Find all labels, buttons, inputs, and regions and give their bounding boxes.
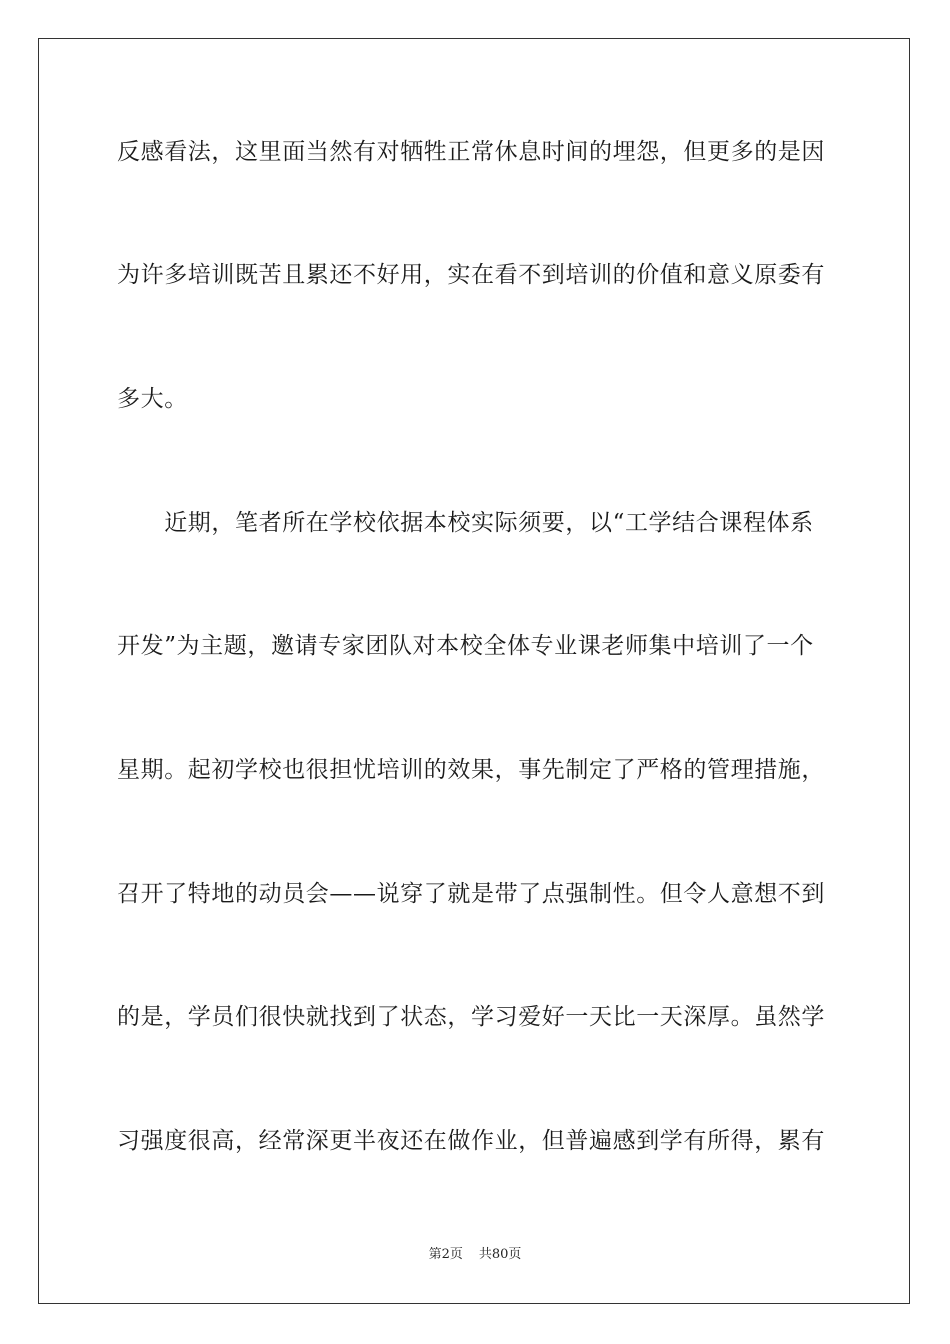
text-line: 的是，学员们很快就找到了状态，学习爱好一天比一天深厚。虽然学	[117, 1004, 825, 1030]
text-line: 习强度很高，经常深更半夜还在做作业，但普遍感到学有所得，累有	[117, 1128, 825, 1154]
text-line: 近期，笔者所在学校依据本校实际须要，以“工学结合课程体系	[117, 510, 814, 536]
text-line: 星期。起初学校也很担忧培训的效果，事先制定了严格的管理措施，	[117, 757, 825, 783]
page-total: 共80页	[478, 1247, 522, 1262]
text-line: 为许多培训既苦且累还不好用，实在看不到培训的价值和意义原委有	[117, 262, 825, 288]
page-footer	[0, 1246, 950, 1264]
page-number: 第2页	[428, 1247, 463, 1262]
text-line: 多大。	[117, 386, 188, 412]
page-border	[38, 38, 910, 1304]
text-line: 反感看法，这里面当然有对牺牲正常休息时间的埋怨，但更多的是因	[117, 139, 825, 165]
text-line: 开发”为主题，邀请专家团队对本校全体专业课老师集中培训了一个	[117, 633, 814, 659]
text-line: 召开了特地的动员会——说穿了就是带了点强制性。但令人意想不到	[117, 881, 825, 907]
